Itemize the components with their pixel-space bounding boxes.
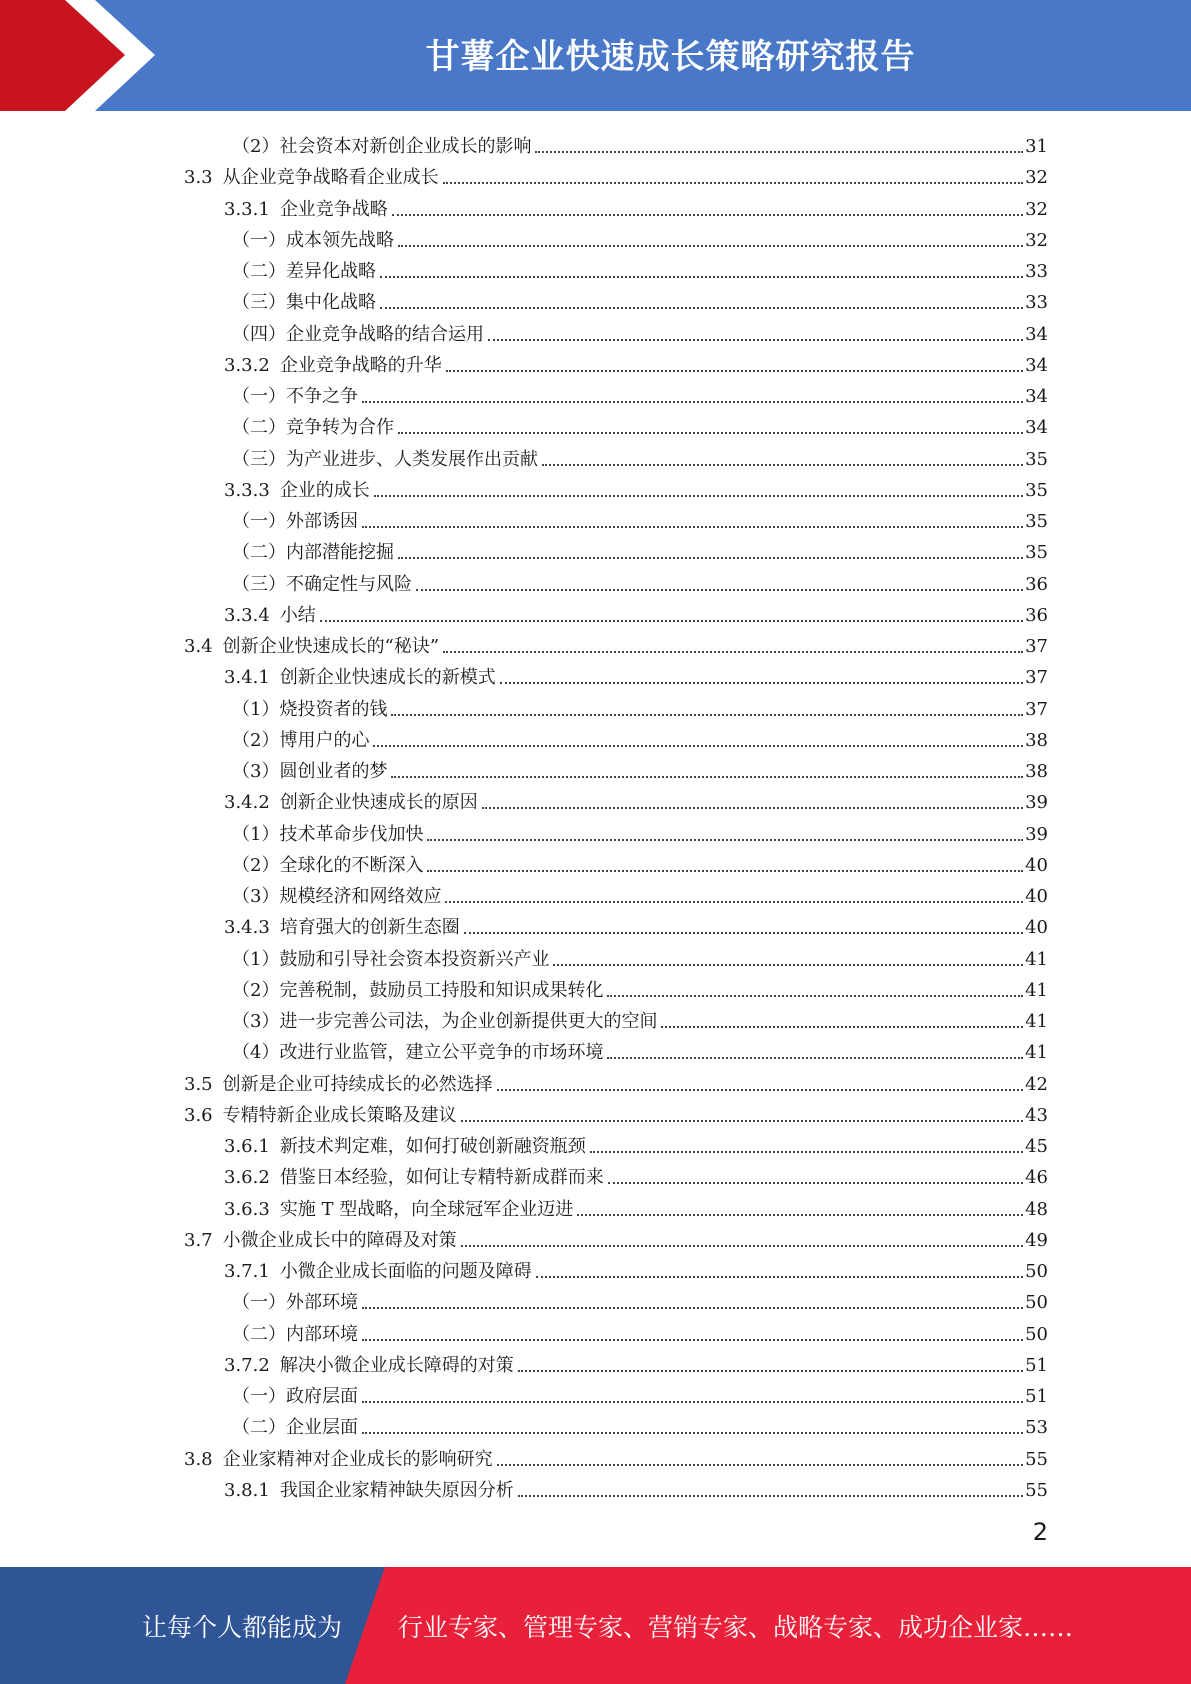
toc-entry-number: 3.5 [184, 1074, 213, 1095]
toc-dot-leader [661, 1026, 1023, 1028]
toc-entry[interactable] [224, 908, 1048, 939]
toc-entry-page: 32 [1025, 167, 1048, 188]
toc-dot-leader [373, 745, 1023, 747]
toc-entry[interactable] [224, 190, 1048, 221]
toc-entry-page: 40 [1025, 855, 1048, 876]
toc-entry-title: 新技术判定难，如何打破创新融资瓶颈 [279, 1136, 586, 1157]
toc-entry-title: 创新企业快速成长的“秘诀” [222, 636, 440, 657]
toc-entry[interactable] [232, 690, 1048, 721]
toc-entry-title: （2）博用户的心 [232, 730, 370, 751]
toc-entry[interactable] [232, 127, 1048, 158]
toc-entry-number: 3.4.3 [224, 917, 270, 938]
toc-entry[interactable] [232, 408, 1048, 439]
toc-dot-leader [518, 1495, 1023, 1497]
toc-entry-title: （一）成本领先战略 [232, 230, 394, 251]
toc-entry-number: 3.7.1 [224, 1261, 270, 1282]
toc-entry-page: 55 [1025, 1480, 1048, 1501]
toc-entry-title: （二）内部环境 [232, 1324, 358, 1345]
toc-entry[interactable] [224, 596, 1048, 627]
toc-dot-leader [553, 964, 1023, 966]
toc-entry[interactable] [232, 752, 1048, 783]
toc-entry-page: 48 [1025, 1199, 1048, 1220]
toc-entry-title: （3）规模经济和网络效应 [232, 886, 442, 907]
toc-entry[interactable] [184, 1096, 1048, 1127]
toc-dot-leader [362, 1307, 1023, 1309]
toc-dot-leader [590, 1151, 1023, 1153]
toc-entry-title: 创新是企业可持续成长的必然选择 [222, 1074, 493, 1095]
toc-entry[interactable] [184, 1440, 1048, 1471]
toc-entry[interactable] [232, 252, 1048, 283]
toc-dot-leader [464, 932, 1023, 934]
toc-dot-leader [497, 1089, 1023, 1091]
toc-entry-title: （3）圆创业者的梦 [232, 761, 388, 782]
toc-entry[interactable] [232, 877, 1048, 908]
toc-entry-number: 3.6.2 [224, 1167, 270, 1188]
toc-entry-title: （2）完善税制，鼓励员工持股和知识成果转化 [232, 980, 604, 1001]
toc-dot-leader [398, 432, 1023, 434]
toc-entry-title: （一）不争之争 [232, 386, 358, 407]
toc-entry[interactable] [232, 815, 1048, 846]
toc-entry-page: 34 [1025, 386, 1048, 407]
toc-dot-leader [380, 276, 1023, 278]
toc-entry[interactable] [232, 533, 1048, 564]
toc-entry-title: （1）鼓励和引导社会资本投资新兴产业 [232, 949, 550, 970]
toc-entry[interactable] [184, 627, 1048, 658]
toc-entry[interactable] [232, 377, 1048, 408]
toc-entry-number: 3.8.1 [224, 1480, 270, 1501]
toc-entry-page: 41 [1025, 1011, 1048, 1032]
toc-entry-page: 38 [1025, 761, 1048, 782]
toc-entry-page: 51 [1025, 1355, 1048, 1376]
toc-entry[interactable] [232, 1377, 1048, 1408]
toc-dot-leader [443, 182, 1023, 184]
toc-entry-number: 3.6.3 [224, 1199, 270, 1220]
toc-entry-page: 37 [1025, 636, 1048, 657]
toc-entry[interactable] [224, 1346, 1048, 1377]
document-title: 甘薯企业快速成长策略研究报告 [425, 36, 916, 77]
toc-entry-title: 培育强大的创新生态圈 [279, 917, 460, 938]
toc-entry-title: 企业竞争战略 [279, 199, 388, 220]
toc-entry-title: 小微企业成长中的障碍及对策 [222, 1230, 457, 1251]
toc-entry-page: 38 [1025, 730, 1048, 751]
toc-dot-leader [374, 495, 1023, 497]
toc-entry-page: 45 [1025, 1136, 1048, 1157]
toc-dot-leader [380, 307, 1023, 309]
toc-entry-number: 3.6 [184, 1105, 213, 1126]
toc-dot-leader [427, 870, 1023, 872]
toc-entry-page: 40 [1025, 917, 1048, 938]
toc-entry-page: 46 [1025, 1167, 1048, 1188]
toc-entry-page: 55 [1025, 1449, 1048, 1470]
toc-entry[interactable] [232, 971, 1048, 1002]
toc-entry-number: 3.3 [184, 167, 213, 188]
toc-entry-title: （2）全球化的不断深入 [232, 855, 424, 876]
toc-entry-number: 3.3.2 [224, 355, 270, 376]
toc-dot-leader [446, 370, 1023, 372]
toc-entry-title: （4）改进行业监管，建立公平竞争的市场环境 [232, 1042, 604, 1063]
toc-dot-leader [362, 1339, 1023, 1341]
toc-dot-leader [392, 214, 1023, 216]
toc-entry-number: 3.6.1 [224, 1136, 270, 1157]
toc-entry-title: 企业竞争战略的升华 [279, 355, 442, 376]
toc-entry-title: 实施 T 型战略，向全球冠军企业迈进 [279, 1199, 574, 1220]
toc-entry-page: 35 [1025, 511, 1048, 532]
toc-entry-page: 32 [1025, 199, 1048, 220]
toc-entry[interactable] [232, 1283, 1048, 1314]
toc-dot-leader [445, 901, 1023, 903]
toc-dot-leader [362, 1401, 1023, 1403]
toc-entry-page: 50 [1025, 1292, 1048, 1313]
toc-entry[interactable] [224, 1190, 1048, 1221]
toc-entry-number: 3.8 [184, 1449, 213, 1470]
toc-entry-title: 解决小微企业成长障碍的对策 [279, 1355, 514, 1376]
toc-entry-page: 35 [1025, 542, 1048, 563]
toc-entry-title: （四）企业竞争战略的结合运用 [232, 324, 484, 345]
toc-entry-page: 37 [1025, 667, 1048, 688]
toc-entry[interactable] [232, 440, 1048, 471]
toc-entry-title: 小结 [279, 605, 316, 626]
toc-dot-leader [482, 807, 1023, 809]
footer-slogan-right: 行业专家、管理专家、营销专家、战略专家、成功企业家…… [398, 1612, 1074, 1642]
toc-entry-title: （三）不确定性与风险 [232, 574, 412, 595]
toc-dot-leader [362, 1432, 1023, 1434]
toc-entry-title: （二）企业层面 [232, 1417, 358, 1438]
toc-entry-page: 50 [1025, 1261, 1048, 1282]
toc-entry[interactable] [224, 1127, 1048, 1158]
toc-entry-page: 49 [1025, 1230, 1048, 1251]
toc-dot-leader [535, 151, 1023, 153]
toc-dot-leader [391, 714, 1023, 716]
toc-entry[interactable] [224, 1158, 1048, 1189]
toc-entry-title: （一）外部诱因 [232, 511, 358, 532]
toc-dot-leader [461, 1245, 1023, 1247]
toc-entry[interactable] [232, 1315, 1048, 1346]
page-header [0, 0, 1191, 111]
toc-entry-title: （3）进一步完善公司法，为企业创新提供更大的空间 [232, 1011, 658, 1032]
toc-dot-leader [608, 1182, 1023, 1184]
toc-entry-page: 35 [1025, 480, 1048, 501]
toc-dot-leader [542, 464, 1023, 466]
toc-dot-leader [536, 1276, 1023, 1278]
toc-entry[interactable] [224, 658, 1048, 689]
toc-entry[interactable] [232, 283, 1048, 314]
toc-entry[interactable] [232, 221, 1048, 252]
toc-entry-title: 创新企业快速成长的新模式 [279, 667, 496, 688]
toc-dot-leader [443, 651, 1023, 653]
toc-entry-title: 借鉴日本经验，如何让专精特新成群而来 [279, 1167, 604, 1188]
toc-entry-title: 创新企业快速成长的原因 [279, 792, 478, 813]
toc-entry[interactable] [232, 502, 1048, 533]
page-footer [0, 1567, 1191, 1684]
toc-entry[interactable] [184, 1221, 1048, 1252]
toc-entry[interactable] [232, 721, 1048, 752]
toc-entry-title: （三）集中化战略 [232, 292, 376, 313]
toc-dot-leader [398, 245, 1023, 247]
toc-entry-number: 3.7 [184, 1230, 213, 1251]
toc-dot-leader [391, 776, 1023, 778]
toc-entry-title: 我国企业家精神缺失原因分析 [279, 1480, 514, 1501]
toc-entry[interactable] [224, 783, 1048, 814]
toc-entry-title: （一）政府层面 [232, 1386, 358, 1407]
toc-entry-title: （1）烧投资者的钱 [232, 699, 388, 720]
toc-entry[interactable] [224, 471, 1048, 502]
toc-dot-leader [427, 839, 1023, 841]
toc-dot-leader [320, 620, 1023, 622]
toc-entry-page: 43 [1025, 1105, 1048, 1126]
toc-entry[interactable] [232, 940, 1048, 971]
toc-dot-leader [398, 557, 1023, 559]
toc-dot-leader [497, 1464, 1023, 1466]
toc-entry-number: 3.3.3 [224, 480, 270, 501]
toc-entry-title: 从企业竞争战略看企业成长 [222, 167, 439, 188]
toc-entry[interactable] [232, 1033, 1048, 1064]
toc-entry[interactable] [232, 846, 1048, 877]
toc-entry-title: （三）为产业进步、人类发展作出贡献 [232, 449, 538, 470]
footer-slogan-left: 让每个人都能成为 [142, 1612, 343, 1642]
toc-entry-page: 41 [1025, 949, 1048, 970]
toc-entry-page: 41 [1025, 980, 1048, 1001]
toc-entry-page: 41 [1025, 1042, 1048, 1063]
toc-dot-leader [518, 1370, 1023, 1372]
toc-entry-title: 企业的成长 [279, 480, 370, 501]
toc-entry-page: 34 [1025, 417, 1048, 438]
toc-entry-page: 39 [1025, 792, 1048, 813]
toc-entry[interactable] [184, 1065, 1048, 1096]
toc-entry[interactable] [224, 1471, 1048, 1502]
toc-entry[interactable] [232, 315, 1048, 346]
toc-entry[interactable] [184, 158, 1048, 189]
toc-dot-leader [461, 1120, 1023, 1122]
toc-dot-leader [362, 526, 1023, 528]
toc-entry[interactable] [232, 1408, 1048, 1439]
toc-entry-title: 专精特新企业成长策略及建议 [222, 1105, 457, 1126]
toc-entry-page: 32 [1025, 230, 1048, 251]
toc-entry-number: 3.4.2 [224, 792, 270, 813]
toc-dot-leader [577, 1214, 1023, 1216]
toc-entry-page: 36 [1025, 605, 1048, 626]
toc-entry-number: 3.4.1 [224, 667, 270, 688]
toc-entry-page: 42 [1025, 1074, 1048, 1095]
toc-entry-number: 3.7.2 [224, 1355, 270, 1376]
toc-entry-page: 50 [1025, 1324, 1048, 1345]
toc-entry-page: 34 [1025, 355, 1048, 376]
toc-entry-page: 37 [1025, 699, 1048, 720]
toc-entry-page: 35 [1025, 449, 1048, 470]
page-number: 2 [1032, 1518, 1048, 1546]
toc-entry-page: 51 [1025, 1386, 1048, 1407]
toc-entry-title: （1）技术革命步伐加快 [232, 824, 424, 845]
toc-entry-page: 53 [1025, 1417, 1048, 1438]
toc-entry-number: 3.4 [184, 636, 213, 657]
toc-dot-leader [362, 401, 1023, 403]
toc-entry[interactable] [232, 1002, 1048, 1033]
toc-entry-number: 3.3.1 [224, 199, 270, 220]
toc-dot-leader [607, 995, 1023, 997]
toc-dot-leader [500, 682, 1023, 684]
toc-dot-leader [488, 339, 1023, 341]
toc-entry-page: 33 [1025, 261, 1048, 282]
toc-entry[interactable] [232, 565, 1048, 596]
toc-entry-page: 34 [1025, 324, 1048, 345]
toc-entry-page: 39 [1025, 824, 1048, 845]
toc-entry-page: 40 [1025, 886, 1048, 907]
toc-entry-title: （二）差异化战略 [232, 261, 376, 282]
toc-entry-title: （2）社会资本对新创企业成长的影响 [232, 136, 532, 157]
toc-dot-leader [607, 1057, 1023, 1059]
toc-entry-title: （二）内部潜能挖掘 [232, 542, 394, 563]
toc-entry-title: 企业家精神对企业成长的影响研究 [222, 1449, 493, 1470]
toc-entry-page: 36 [1025, 574, 1048, 595]
toc-entry[interactable] [224, 1252, 1048, 1283]
toc-entry-page: 31 [1025, 136, 1048, 157]
toc-entry-title: 小微企业成长面临的问题及障碍 [279, 1261, 532, 1282]
toc-entry-title: （二）竞争转为合作 [232, 417, 394, 438]
toc-dot-leader [416, 589, 1023, 591]
toc-entry-number: 3.3.4 [224, 605, 270, 626]
toc-entry-title: （一）外部环境 [232, 1292, 358, 1313]
toc-entry-page: 33 [1025, 292, 1048, 313]
toc-entry[interactable] [224, 346, 1048, 377]
